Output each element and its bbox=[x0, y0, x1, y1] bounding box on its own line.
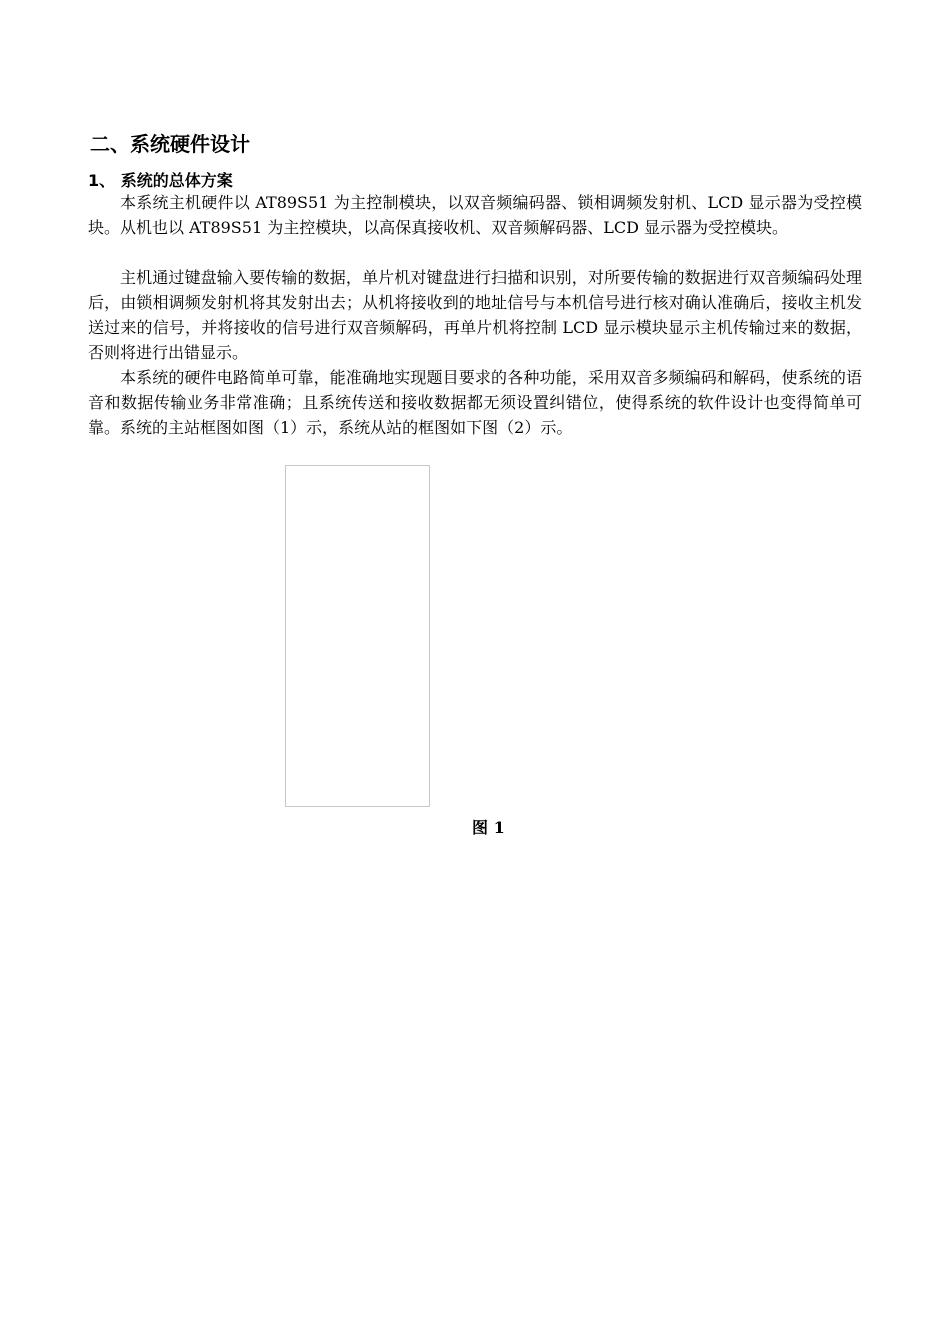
figure-placeholder bbox=[285, 465, 430, 807]
figure-caption: 图 1 bbox=[472, 818, 505, 837]
subsection-heading: 1、 系统的总体方案 bbox=[88, 171, 233, 190]
paragraph-overview: 本系统主机硬件以 AT89S51 为主控制模块，以双音频编码器、锁相调频发射机、LCD 显示器为受控模块。从机也以 AT89S51 为主控模块，以高保真接收机、双音频解码器、LCD 显示器为受控模块。 bbox=[88, 193, 862, 237]
paragraph-reliability: 本系统的硬件电路简单可靠，能准确地实现题目要求的各种功能，采用双音多频编码和解码，使系统的语音和数据传输业务非常准确；且系统传送和接收数据都无须设置纠错位，使得系统的软件设计也变得简单可靠。系统的主站框图如图（1）示，系统从站的框图如下图（2）示。 bbox=[88, 368, 862, 437]
paragraph-operation: 主机通过键盘输入要传输的数据，单片机对键盘进行扫描和识别，对所要传输的数据进行双音频编码处理后，由锁相调频发射机将其发射出去；从机将接收到的地址信号与本机信号进行核对确认准确后，接收主机发送过来的信号，并将接收的信号进行双音频解码，再单片机将控制 LCD 显示模块显示主机传输过来的数据，否则将进行出错显示。 bbox=[88, 268, 862, 362]
section-heading: 二、系统硬件设计 bbox=[90, 132, 250, 156]
